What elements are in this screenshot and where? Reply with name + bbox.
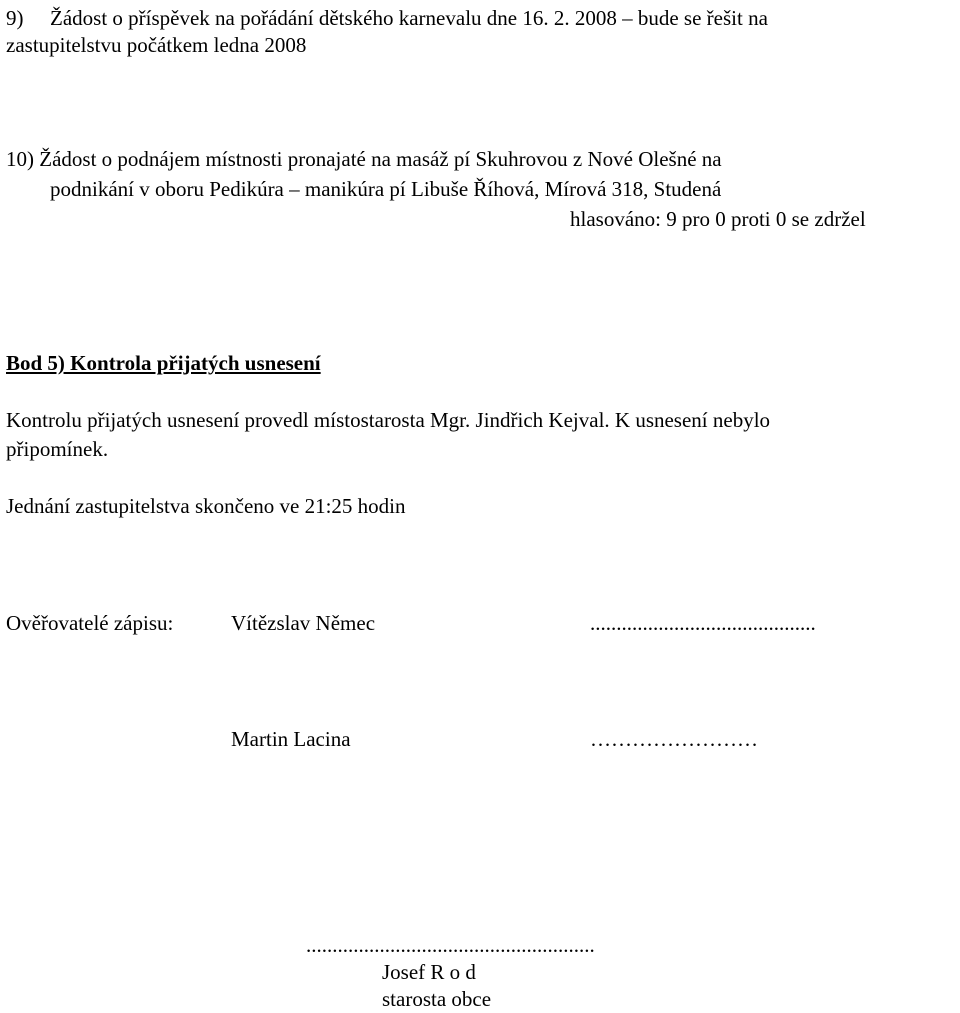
mayor-signature-line: ....................................................... [306,933,595,957]
item-9-line-2: zastupitelstvu počátkem ledna 2008 [6,33,307,57]
section-5-heading: Bod 5) Kontrola přijatých usnesení [6,351,321,375]
section-5-paragraph-line-1: Kontrolu přijatých usnesení provedl místostarosta Mgr. Jindřich Kejval. K usnesení nebylo [6,408,771,432]
verifier-2-name: Martin Lacina [231,727,351,751]
item-10-line-1: 10) Žádost o podnájem místnosti pronajaté na masáž pí Skuhrovou z Nové Olešné na [6,147,722,171]
item-9-line-1: Žádost o příspěvek na pořádání dětského karnevalu dne 16. 2. 2008 – bude se řešit na [50,6,768,30]
section-5-paragraph-line-2: připomínek. [6,437,109,461]
verifiers-label: Ověřovatelé zápisu: [6,611,174,635]
item-9-number: 9) [6,6,24,30]
verifier-1-name: Vítězslav Němec [231,611,376,635]
mayor-title: starosta obce [382,987,492,1011]
closing-statement: Jednání zastupitelstva skončeno ve 21:25 hodin [6,494,406,518]
vote-result: hlasováno: 9 pro 0 proti 0 se zdržel [570,207,866,231]
item-10-line-2: podnikání v oboru Pedikúra – manikúra pí Libuše Říhová, Mírová 318, Studená [50,177,722,201]
verifier-1-signature-line: ........................................... [590,611,816,635]
verifier-2-signature-line: …………………… [590,727,758,751]
mayor-name: Josef R o d [382,960,476,984]
